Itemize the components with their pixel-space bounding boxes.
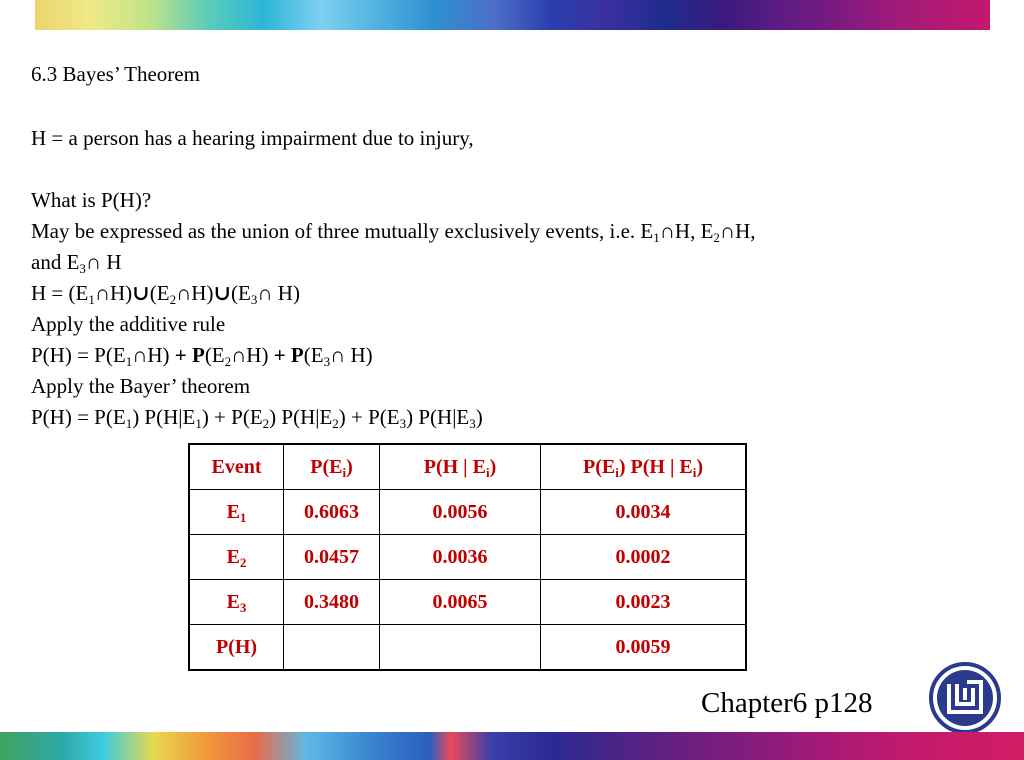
table-row bbox=[189, 490, 746, 535]
row-likelihood: 0.0036 bbox=[380, 535, 541, 580]
row-product: 0.0034 bbox=[541, 490, 747, 535]
table-row bbox=[189, 535, 746, 580]
total-prior bbox=[284, 625, 380, 671]
union-description-line-2: and $E_3\cap$ H bbox=[31, 250, 122, 276]
slide-heading: 6.3 Bayes’ Theorem bbox=[31, 62, 200, 86]
h-union-formula: $H = (E_1\cap H)\cup(E_2\cap H)\cup(E_3\cap$ H) bbox=[31, 281, 300, 307]
total-likelihood bbox=[380, 625, 541, 671]
bottom-decorative-band bbox=[0, 732, 1024, 760]
table-total-row bbox=[189, 625, 746, 671]
additive-rule-label: Apply the additive rule bbox=[31, 312, 226, 336]
top-decorative-band bbox=[35, 0, 990, 30]
table-header-row bbox=[189, 444, 746, 490]
union-description-line: May be expressed as the union of three mutually exclusively events, i.e. $E_1\cap H$, $E_2\cap H$, bbox=[31, 219, 756, 245]
definition-text: H = a person has a hearing impairment due to injury, bbox=[31, 126, 474, 150]
row-prior: 0.0457 bbox=[284, 535, 380, 580]
row-prior: 0.3480 bbox=[284, 580, 380, 625]
bayes-formula: $P(H) = P(E_1) P(H|E_1) + P(E_2) P(H|E_2) + P(E_3)$ $P(H|E_3)$ bbox=[31, 405, 483, 431]
header-likelihood: P(H | $E_i$) bbox=[380, 444, 541, 490]
header-event: Event bbox=[189, 444, 284, 490]
row-likelihood: 0.0065 bbox=[380, 580, 541, 625]
bayes-table bbox=[188, 443, 747, 671]
row-event: $E_3$ bbox=[189, 580, 284, 625]
total-product: 0.0059 bbox=[541, 625, 747, 671]
question-text: What is P(H)? bbox=[31, 188, 152, 212]
row-product: 0.0002 bbox=[541, 535, 747, 580]
row-event: $E_2$ bbox=[189, 535, 284, 580]
header-product: $P(E_i)$ P(H | $E_i$) bbox=[541, 444, 747, 490]
chapter-page-label: Chapter6 p128 bbox=[701, 687, 873, 719]
row-likelihood: 0.0056 bbox=[380, 490, 541, 535]
row-product: 0.0023 bbox=[541, 580, 747, 625]
additive-formula: $P(H) = P(E_1\cap H)$ + $P(E_2\cap H)$ + $P(E_3\cap$ H) bbox=[31, 343, 373, 369]
row-prior: 0.6063 bbox=[284, 490, 380, 535]
total-label: P(H) bbox=[189, 625, 284, 671]
header-prior: $P(E_i)$ bbox=[284, 444, 380, 490]
bayes-rule-label: Apply the Bayer’ theorem bbox=[31, 374, 251, 398]
table-row bbox=[189, 580, 746, 625]
row-event: $E_1$ bbox=[189, 490, 284, 535]
university-logo-icon bbox=[929, 662, 1001, 734]
